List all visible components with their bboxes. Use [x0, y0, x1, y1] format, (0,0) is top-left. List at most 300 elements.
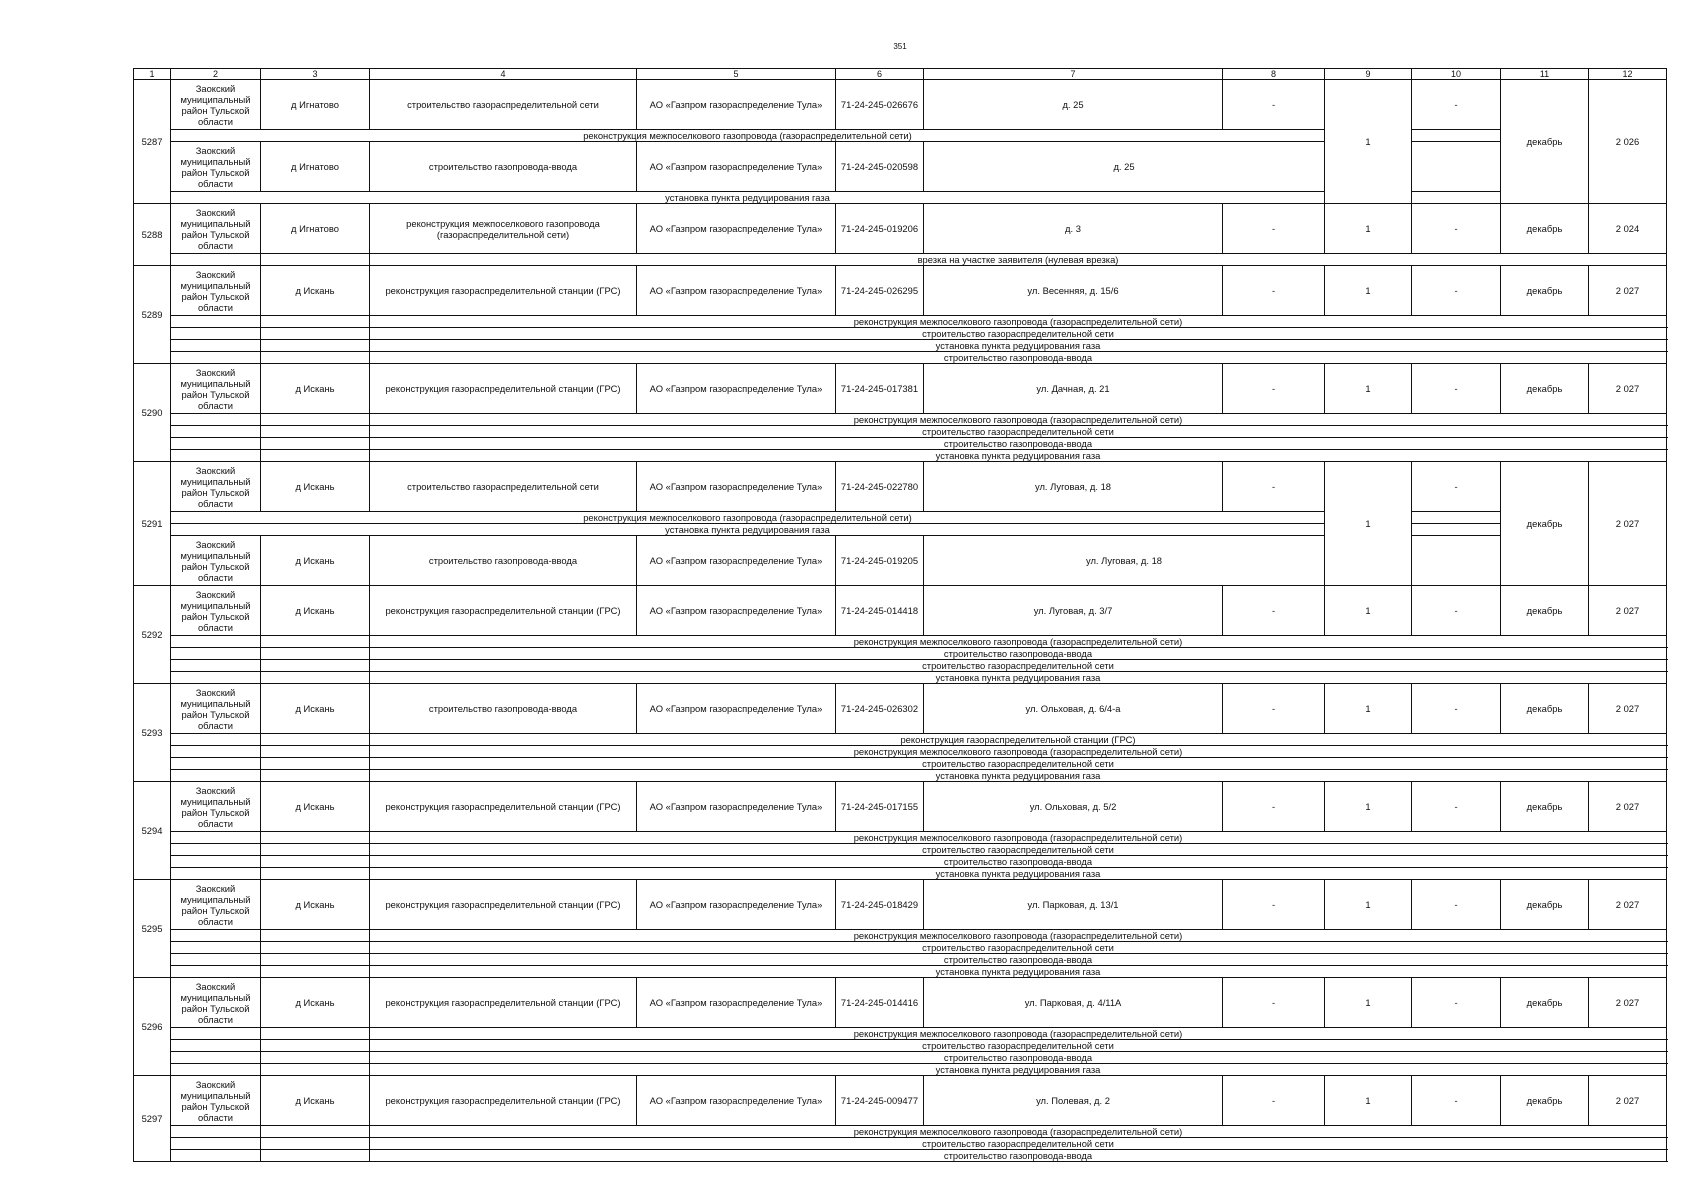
empty-cell — [261, 414, 370, 426]
sub-work-row — [134, 450, 1667, 462]
organization-cell: АО «Газпром газораспределение Тула» — [637, 364, 836, 414]
empty-cell — [171, 770, 261, 782]
organization-cell: АО «Газпром газораспределение Тула» — [637, 80, 836, 130]
sub-work-row — [134, 352, 1667, 364]
col9-cell: 1 — [1325, 684, 1412, 734]
empty-cell — [171, 1126, 261, 1138]
region-cell: Заокский муниципальный район Тульской области — [171, 80, 261, 130]
object-code-cell: 71-24-245-009477 — [836, 1076, 924, 1126]
empty-cell — [171, 636, 261, 648]
sub-work-row — [134, 856, 1667, 868]
column-number-cell: 8 — [1223, 69, 1325, 80]
sub-work-cell: установка пункта редуцирования газа — [370, 966, 1667, 978]
sub-work-row — [134, 438, 1667, 450]
sub-work-cell: строительство газопровода-ввода — [370, 648, 1667, 660]
empty-cell — [261, 844, 370, 856]
table-row — [134, 462, 1667, 512]
col10-cell: - — [1412, 1076, 1501, 1126]
sub-work-row — [134, 954, 1667, 966]
deadline-month-cell: декабрь — [1501, 80, 1589, 204]
empty-cell — [171, 316, 261, 328]
empty-cell — [1412, 130, 1501, 142]
empty-cell — [171, 1028, 261, 1040]
empty-cell — [171, 832, 261, 844]
sub-work-row — [134, 512, 1667, 524]
row-number-cell: 5292 — [134, 586, 171, 684]
empty-cell — [171, 966, 261, 978]
sub-work-cell: реконструкция межпоселкового газопровода (газораспределительной сети) — [370, 930, 1667, 942]
sub-work-cell: установка пункта редуцирования газа — [370, 770, 1667, 782]
sub-work-row — [134, 1150, 1667, 1162]
empty-cell — [171, 746, 261, 758]
col10-cell — [1412, 142, 1501, 192]
column-number-cell: 6 — [836, 69, 924, 80]
empty-cell — [261, 352, 370, 364]
empty-cell — [171, 734, 261, 746]
sub-work-cell: строительство газопровода-ввода — [370, 856, 1667, 868]
sub-work-cell: установка пункта редуцирования газа — [370, 672, 1667, 684]
object-code-cell: 71-24-245-017381 — [836, 364, 924, 414]
object-code-cell: 71-24-245-026302 — [836, 684, 924, 734]
column-number-cell: 9 — [1325, 69, 1412, 80]
locality-cell: д Искань — [261, 684, 370, 734]
row-number-cell: 5297 — [134, 1076, 171, 1162]
address-cell: ул. Луговая, д. 18 — [924, 536, 1325, 586]
sub-work-cell: установка пункта редуцирования газа — [370, 340, 1667, 352]
sub-work-row — [134, 746, 1667, 758]
table-row — [134, 1076, 1667, 1126]
empty-cell — [171, 328, 261, 340]
deadline-month-cell: декабрь — [1501, 1076, 1589, 1126]
column-number-cell: 4 — [370, 69, 637, 80]
sub-work-row — [134, 524, 1667, 536]
table-row — [134, 880, 1667, 930]
empty-cell — [171, 1040, 261, 1052]
region-cell: Заокский муниципальный район Тульской области — [171, 462, 261, 512]
locality-cell: д Искань — [261, 782, 370, 832]
deadline-year-cell: 2 027 — [1589, 684, 1667, 734]
organization-cell: АО «Газпром газораспределение Тула» — [637, 204, 836, 254]
region-cell: Заокский муниципальный район Тульской области — [171, 364, 261, 414]
empty-cell — [171, 1150, 261, 1162]
empty-cell — [261, 1138, 370, 1150]
work-type-cell: реконструкция газораспределительной станции (ГРС) — [370, 1076, 637, 1126]
sub-work-row — [134, 316, 1667, 328]
deadline-year-cell: 2 027 — [1589, 462, 1667, 586]
empty-cell — [171, 930, 261, 942]
sub-work-row — [134, 130, 1667, 142]
sub-work-row — [134, 1028, 1667, 1040]
empty-cell — [261, 942, 370, 954]
table-row — [134, 80, 1667, 130]
column-number-cell: 2 — [171, 69, 261, 80]
sub-work-cell: реконструкция межпоселкового газопровода (газораспределительной сети) — [370, 746, 1667, 758]
row-number-cell: 5290 — [134, 364, 171, 462]
col10-cell: - — [1412, 782, 1501, 832]
empty-cell — [171, 942, 261, 954]
region-cell: Заокский муниципальный район Тульской области — [171, 266, 261, 316]
empty-cell — [171, 426, 261, 438]
table-row — [134, 364, 1667, 414]
deadline-month-cell: декабрь — [1501, 266, 1589, 316]
column-number-cell: 12 — [1589, 69, 1667, 80]
deadline-year-cell: 2 027 — [1589, 782, 1667, 832]
sub-work-cell: строительство газораспределительной сети — [370, 844, 1667, 856]
col10-cell: - — [1412, 880, 1501, 930]
col8-cell: - — [1223, 978, 1325, 1028]
col10-cell: - — [1412, 266, 1501, 316]
sub-work-row — [134, 1064, 1667, 1076]
col8-cell: - — [1223, 782, 1325, 832]
organization-cell: АО «Газпром газораспределение Тула» — [637, 978, 836, 1028]
sub-work-cell: реконструкция газораспределительной станции (ГРС) — [370, 734, 1667, 746]
object-code-cell: 71-24-245-018429 — [836, 880, 924, 930]
col8-cell: - — [1223, 1076, 1325, 1126]
organization-cell: АО «Газпром газораспределение Тула» — [637, 266, 836, 316]
sub-work-cell: строительство газораспределительной сети — [370, 758, 1667, 770]
col10-cell: - — [1412, 204, 1501, 254]
empty-cell — [171, 414, 261, 426]
region-cell: Заокский муниципальный район Тульской области — [171, 1076, 261, 1126]
sub-work-row — [134, 672, 1667, 684]
empty-cell — [171, 450, 261, 462]
sub-work-row — [134, 192, 1667, 204]
empty-cell — [171, 340, 261, 352]
organization-cell: АО «Газпром газораспределение Тула» — [637, 782, 836, 832]
sub-work-cell: строительство газопровода-ввода — [370, 1052, 1667, 1064]
region-cell: Заокский муниципальный район Тульской области — [171, 782, 261, 832]
sub-work-cell: установка пункта редуцирования газа — [171, 192, 1325, 204]
work-type-cell: строительство газораспределительной сети — [370, 462, 637, 512]
deadline-month-cell: декабрь — [1501, 978, 1589, 1028]
col10-cell: - — [1412, 978, 1501, 1028]
empty-cell — [261, 734, 370, 746]
column-number-cell: 10 — [1412, 69, 1501, 80]
work-type-cell: строительство газопровода-ввода — [370, 536, 637, 586]
locality-cell: д Искань — [261, 1076, 370, 1126]
region-cell: Заокский муниципальный район Тульской области — [171, 536, 261, 586]
sub-work-cell: реконструкция межпоселкового газопровода (газораспределительной сети) — [370, 316, 1667, 328]
locality-cell: д Игнатово — [261, 204, 370, 254]
sub-work-row — [134, 254, 1667, 266]
table-row — [134, 782, 1667, 832]
col9-cell: 1 — [1325, 80, 1412, 204]
address-cell: ул. Парковая, д. 4/11А — [924, 978, 1223, 1028]
object-code-cell: 71-24-245-014416 — [836, 978, 924, 1028]
sub-work-row — [134, 660, 1667, 672]
work-type-cell: строительство газораспределительной сети — [370, 80, 637, 130]
sub-work-row — [134, 328, 1667, 340]
empty-cell — [261, 868, 370, 880]
empty-cell — [261, 954, 370, 966]
empty-cell — [171, 438, 261, 450]
table-body — [134, 69, 1667, 1162]
locality-cell: д Игнатово — [261, 80, 370, 130]
empty-cell — [261, 340, 370, 352]
address-cell: ул. Дачная, д. 21 — [924, 364, 1223, 414]
row-number-cell: 5296 — [134, 978, 171, 1076]
col10-cell: - — [1412, 462, 1501, 512]
empty-cell — [261, 1126, 370, 1138]
empty-cell — [171, 758, 261, 770]
object-list-table — [133, 68, 1667, 1162]
region-cell: Заокский муниципальный район Тульской области — [171, 586, 261, 636]
work-type-cell: реконструкция межпоселкового газопровода (газораспределительной сети) — [370, 204, 637, 254]
sub-work-row — [134, 930, 1667, 942]
empty-cell — [261, 426, 370, 438]
sub-work-row — [134, 770, 1667, 782]
empty-cell — [171, 844, 261, 856]
sub-work-row — [134, 1126, 1667, 1138]
address-cell: д. 3 — [924, 204, 1223, 254]
table-row — [134, 266, 1667, 316]
work-type-cell: реконструкция газораспределительной станции (ГРС) — [370, 586, 637, 636]
object-code-cell: 71-24-245-026676 — [836, 80, 924, 130]
col9-cell: 1 — [1325, 782, 1412, 832]
sub-work-cell: реконструкция межпоселкового газопровода (газораспределительной сети) — [370, 1028, 1667, 1040]
empty-cell — [261, 770, 370, 782]
column-number-cell: 11 — [1501, 69, 1589, 80]
col10-cell: - — [1412, 586, 1501, 636]
col8-cell: - — [1223, 586, 1325, 636]
deadline-year-cell: 2 026 — [1589, 80, 1667, 204]
address-cell: ул. Полевая, д. 2 — [924, 1076, 1223, 1126]
col10-cell — [1412, 536, 1501, 586]
sub-work-row — [134, 966, 1667, 978]
sub-work-row — [134, 636, 1667, 648]
empty-cell — [171, 1064, 261, 1076]
object-code-cell: 71-24-245-019206 — [836, 204, 924, 254]
sub-work-cell: строительство газораспределительной сети — [370, 1138, 1667, 1150]
column-number-cell: 1 — [134, 69, 171, 80]
deadline-year-cell: 2 027 — [1589, 880, 1667, 930]
empty-cell — [1412, 524, 1501, 536]
sub-work-cell: установка пункта редуцирования газа — [171, 524, 1325, 536]
address-cell: д. 25 — [924, 80, 1223, 130]
sub-work-cell: врезка на участке заявителя (нулевая врезка) — [370, 254, 1667, 266]
sub-work-row — [134, 758, 1667, 770]
organization-cell: АО «Газпром газораспределение Тула» — [637, 462, 836, 512]
empty-cell — [261, 746, 370, 758]
deadline-month-cell: декабрь — [1501, 462, 1589, 586]
work-type-cell: строительство газопровода-ввода — [370, 684, 637, 734]
empty-cell — [261, 316, 370, 328]
region-cell: Заокский муниципальный район Тульской области — [171, 204, 261, 254]
empty-cell — [1412, 192, 1501, 204]
empty-cell — [261, 636, 370, 648]
sub-work-cell: установка пункта редуцирования газа — [370, 868, 1667, 880]
col8-cell: - — [1223, 80, 1325, 130]
region-cell: Заокский муниципальный район Тульской области — [171, 880, 261, 930]
deadline-month-cell: декабрь — [1501, 880, 1589, 930]
empty-cell — [261, 1028, 370, 1040]
sub-work-cell: строительство газораспределительной сети — [370, 660, 1667, 672]
sub-work-row — [134, 1138, 1667, 1150]
empty-cell — [261, 856, 370, 868]
empty-cell — [261, 758, 370, 770]
region-cell: Заокский муниципальный район Тульской области — [171, 684, 261, 734]
row-number-cell: 5287 — [134, 80, 171, 204]
row-number-cell: 5291 — [134, 462, 171, 586]
empty-cell — [1412, 512, 1501, 524]
table-row — [134, 978, 1667, 1028]
address-cell: ул. Весенняя, д. 15/6 — [924, 266, 1223, 316]
table-row — [134, 684, 1667, 734]
empty-cell — [261, 660, 370, 672]
col8-cell: - — [1223, 204, 1325, 254]
object-code-cell: 71-24-245-014418 — [836, 586, 924, 636]
col9-cell: 1 — [1325, 978, 1412, 1028]
object-code-cell: 71-24-245-026295 — [836, 266, 924, 316]
deadline-year-cell: 2 027 — [1589, 978, 1667, 1028]
row-number-cell: 5293 — [134, 684, 171, 782]
empty-cell — [261, 1064, 370, 1076]
sub-work-cell: установка пункта редуцирования газа — [370, 1064, 1667, 1076]
col8-cell: - — [1223, 266, 1325, 316]
sub-work-cell: строительство газопровода-ввода — [370, 352, 1667, 364]
deadline-year-cell: 2 027 — [1589, 1076, 1667, 1126]
organization-cell: АО «Газпром газораспределение Тула» — [637, 1076, 836, 1126]
row-number-cell: 5294 — [134, 782, 171, 880]
empty-cell — [261, 254, 370, 266]
empty-cell — [261, 966, 370, 978]
col9-cell: 1 — [1325, 1076, 1412, 1126]
locality-cell: д Искань — [261, 978, 370, 1028]
col8-cell: - — [1223, 684, 1325, 734]
empty-cell — [171, 352, 261, 364]
col9-cell: 1 — [1325, 364, 1412, 414]
sub-work-cell: реконструкция межпоселкового газопровода (газораспределительной сети) — [370, 636, 1667, 648]
work-type-cell: реконструкция газораспределительной станции (ГРС) — [370, 364, 637, 414]
empty-cell — [261, 832, 370, 844]
sub-work-cell: строительство газопровода-ввода — [370, 438, 1667, 450]
object-code-cell: 71-24-245-017155 — [836, 782, 924, 832]
empty-cell — [171, 660, 261, 672]
sub-work-cell: строительство газораспределительной сети — [370, 328, 1667, 340]
empty-cell — [171, 254, 261, 266]
object-code-cell: 71-24-245-019205 — [836, 536, 924, 586]
sub-work-cell: строительство газопровода-ввода — [370, 954, 1667, 966]
sub-work-row — [134, 942, 1667, 954]
work-type-cell: строительство газопровода-ввода — [370, 142, 637, 192]
empty-cell — [261, 1052, 370, 1064]
sub-work-row — [134, 414, 1667, 426]
empty-cell — [171, 868, 261, 880]
empty-cell — [261, 328, 370, 340]
sub-work-cell: строительство газораспределительной сети — [370, 1040, 1667, 1052]
address-cell: д. 25 — [924, 142, 1325, 192]
column-number-cell: 5 — [637, 69, 836, 80]
sub-work-cell: реконструкция межпоселкового газопровода (газораспределительной сети) — [370, 1126, 1667, 1138]
sub-work-row — [134, 426, 1667, 438]
locality-cell: д Искань — [261, 880, 370, 930]
empty-cell — [261, 1040, 370, 1052]
sub-work-cell: реконструкция межпоселкового газопровода (газораспределительной сети) — [171, 130, 1325, 142]
empty-cell — [171, 648, 261, 660]
sub-work-row — [134, 844, 1667, 856]
work-type-cell: реконструкция газораспределительной станции (ГРС) — [370, 266, 637, 316]
locality-cell: д Искань — [261, 364, 370, 414]
col8-cell: - — [1223, 462, 1325, 512]
col10-cell: - — [1412, 364, 1501, 414]
empty-cell — [171, 672, 261, 684]
deadline-month-cell: декабрь — [1501, 684, 1589, 734]
sub-work-row — [134, 1052, 1667, 1064]
work-type-cell: реконструкция газораспределительной станции (ГРС) — [370, 782, 637, 832]
empty-cell — [261, 450, 370, 462]
work-type-cell: реконструкция газораспределительной станции (ГРС) — [370, 880, 637, 930]
sub-work-row — [134, 1040, 1667, 1052]
empty-cell — [171, 954, 261, 966]
address-cell: ул. Ольховая, д. 6/4-а — [924, 684, 1223, 734]
deadline-year-cell: 2 027 — [1589, 364, 1667, 414]
deadline-month-cell: декабрь — [1501, 782, 1589, 832]
col9-cell: 1 — [1325, 880, 1412, 930]
sub-work-row — [134, 340, 1667, 352]
col8-cell: - — [1223, 880, 1325, 930]
col9-cell: 1 — [1325, 462, 1412, 586]
row-number-cell: 5289 — [134, 266, 171, 364]
organization-cell: АО «Газпром газораспределение Тула» — [637, 142, 836, 192]
deadline-month-cell: декабрь — [1501, 364, 1589, 414]
region-cell: Заокский муниципальный район Тульской области — [171, 978, 261, 1028]
sub-work-row — [134, 868, 1667, 880]
deadline-month-cell: декабрь — [1501, 586, 1589, 636]
sub-work-row — [134, 832, 1667, 844]
col9-cell: 1 — [1325, 586, 1412, 636]
deadline-year-cell: 2 024 — [1589, 204, 1667, 254]
table-row — [134, 204, 1667, 254]
empty-cell — [261, 648, 370, 660]
column-number-row — [134, 69, 1667, 80]
organization-cell: АО «Газпром газораспределение Тула» — [637, 536, 836, 586]
empty-cell — [261, 672, 370, 684]
table-row — [134, 142, 1667, 192]
organization-cell: АО «Газпром газораспределение Тула» — [637, 684, 836, 734]
locality-cell: д Искань — [261, 462, 370, 512]
sub-work-cell: реконструкция межпоселкового газопровода (газораспределительной сети) — [370, 832, 1667, 844]
col9-cell: 1 — [1325, 204, 1412, 254]
sub-work-row — [134, 734, 1667, 746]
sub-work-cell: строительство газораспределительной сети — [370, 426, 1667, 438]
organization-cell: АО «Газпром газораспределение Тула» — [637, 880, 836, 930]
address-cell: ул. Ольховая, д. 5/2 — [924, 782, 1223, 832]
col8-cell: - — [1223, 364, 1325, 414]
sub-work-row — [134, 648, 1667, 660]
sub-work-cell: реконструкция межпоселкового газопровода (газораспределительной сети) — [370, 414, 1667, 426]
sub-work-cell: установка пункта редуцирования газа — [370, 450, 1667, 462]
empty-cell — [261, 930, 370, 942]
empty-cell — [171, 1138, 261, 1150]
row-number-cell: 5295 — [134, 880, 171, 978]
empty-cell — [171, 856, 261, 868]
region-cell: Заокский муниципальный район Тульской области — [171, 142, 261, 192]
page-number: 351 — [893, 42, 907, 51]
empty-cell — [171, 1052, 261, 1064]
empty-cell — [261, 1150, 370, 1162]
table-row — [134, 536, 1667, 586]
row-number-cell: 5288 — [134, 204, 171, 266]
col10-cell: - — [1412, 80, 1501, 130]
locality-cell: д Искань — [261, 266, 370, 316]
address-cell: ул. Луговая, д. 3/7 — [924, 586, 1223, 636]
column-number-cell: 3 — [261, 69, 370, 80]
col9-cell: 1 — [1325, 266, 1412, 316]
deadline-year-cell: 2 027 — [1589, 586, 1667, 636]
object-code-cell: 71-24-245-020598 — [836, 142, 924, 192]
empty-cell — [261, 438, 370, 450]
sub-work-cell: строительство газораспределительной сети — [370, 942, 1667, 954]
